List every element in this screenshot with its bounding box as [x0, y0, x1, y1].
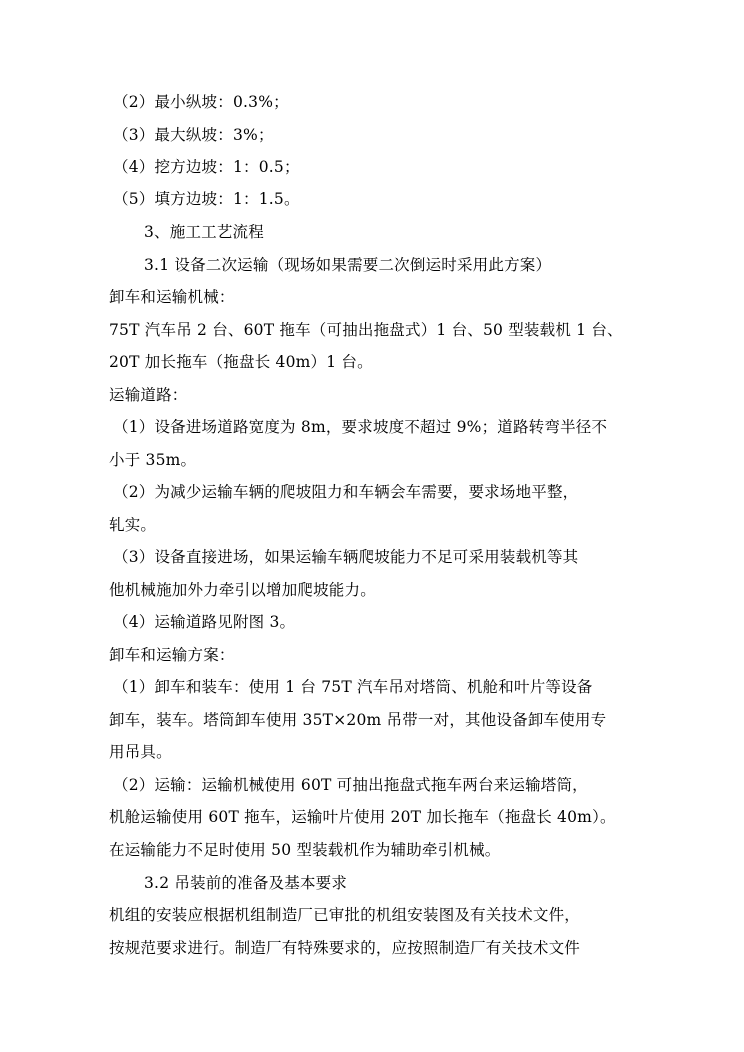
text-line: 用吊具。 [109, 743, 172, 761]
text-line: 卸车和运输方案： [109, 646, 235, 664]
text-line: 小于 35m。 [109, 451, 197, 469]
text-line: （4）挖方边坡：1：0.5； [113, 158, 300, 176]
text-line: （2）为减少运输车辆的爬坡阻力和车辆会车需要，要求场地平整， [113, 483, 579, 501]
text-line: 按规范要求进行。制造厂有特殊要求的，应按照制造厂有关技术文件 [109, 939, 581, 957]
text-line: 机舱运输使用 60T 拖车，运输叶片使用 20T 加长拖车（拖盘长 40m）。 [109, 808, 616, 826]
text-line: （3）设备直接进场，如果运输车辆爬坡能力不足可采用装载机等其 [113, 548, 579, 566]
text-line: （3）最大纵坡：3%； [113, 126, 274, 144]
text-line: 卸车，装车。塔筒卸车使用 35T×20m 吊带一对，其他设备卸车使用专 [109, 711, 607, 729]
subsection-heading: 3.2 吊装前的准备及基本要求 [144, 874, 348, 892]
text-line: （4）运输道路见附图 3。 [113, 613, 296, 631]
text-line: （2）最小纵坡：0.3%； [113, 93, 289, 111]
text-line: 运输道路： [109, 386, 188, 404]
subsection-heading: 3.1 设备二次运输（现场如果需要二次倒运时采用此方案） [144, 256, 552, 274]
text-line: 卸车和运输机械： [109, 288, 235, 306]
text-line: （1）卸车和装车：使用 1 台 75T 汽车吊对塔筒、机舱和叶片等设备 [113, 678, 593, 696]
text-line: 他机械施加外力牵引以增加爬坡能力。 [109, 581, 376, 599]
section-heading: 3、施工工艺流程 [144, 223, 264, 241]
text-line: 轧实。 [109, 516, 157, 534]
text-line: （5）填方边坡：1：1.5。 [113, 190, 300, 208]
text-line: 机组的安装应根据机组制造厂已审批的机组安装图及有关技术文件， [109, 906, 581, 924]
text-line: 75T 汽车吊 2 台、60T 拖车（可抽出拖盘式）1 台、50 型装载机 1 台、 [109, 321, 623, 339]
text-line: （2）运输：运输机械使用 60T 可抽出拖盘式拖车两台来运输塔筒， [113, 776, 588, 794]
text-line: （1）设备进场道路宽度为 8m，要求坡度不超过 9%；道路转弯半径不 [113, 418, 608, 436]
text-line: 在运输能力不足时使用 50 型装载机作为辅助牵引机械。 [109, 841, 501, 859]
text-line: 20T 加长拖车（拖盘长 40m）1 台。 [109, 353, 373, 371]
